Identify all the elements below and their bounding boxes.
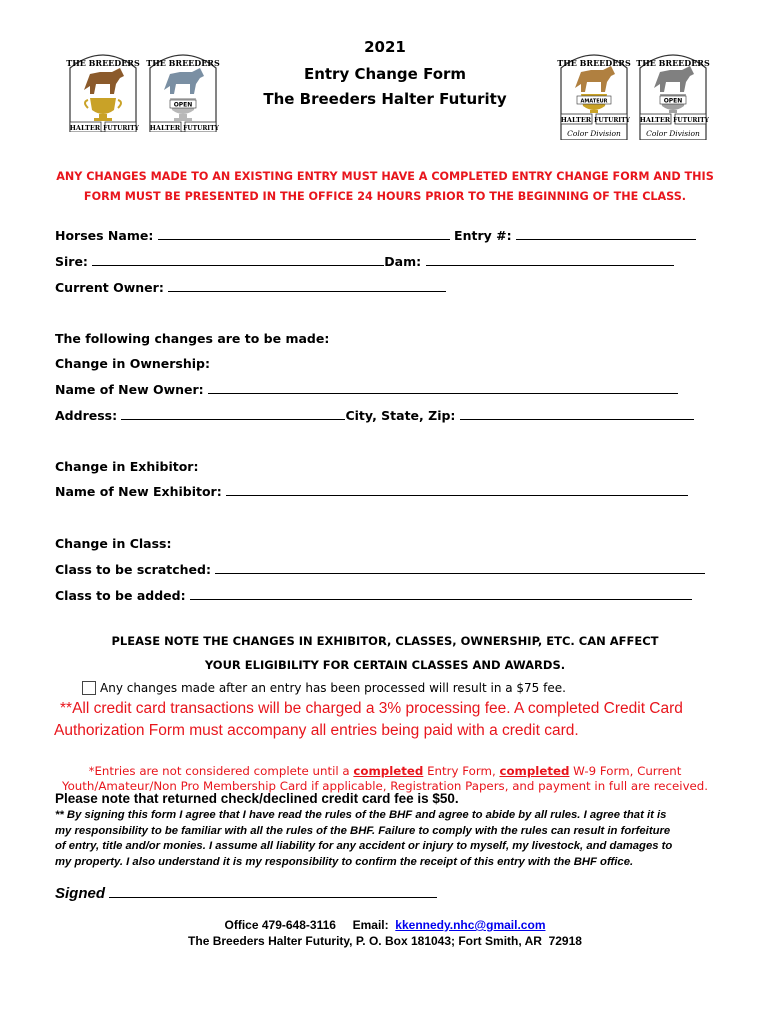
credit-card-line-1: **All credit card transactions will be charged a 3% processing fee. A completed Credit Card [60, 700, 683, 717]
logo-bottom-right: FUTURITY [594, 117, 630, 124]
class-added-label: Class to be added: [55, 588, 186, 603]
horses-name-label: Horses Name: [55, 228, 154, 243]
logo-sub-text: Color Division [567, 129, 621, 138]
class-scratched-label: Class to be scratched: [55, 562, 211, 577]
warning-line-2: FORM MUST BE PRESENTED IN THE OFFICE 24 HOURS PRIOR TO THE BEGINNING OF THE CLASS. [83, 190, 687, 203]
logo-top-text: THE BREEDERS [557, 58, 631, 68]
agreement-block [55, 808, 755, 870]
entry-number-label: Entry #: [454, 228, 512, 243]
following-changes-heading: The following changes are to be made: [55, 331, 330, 346]
footer-email-link[interactable]: kkennedy.nhc@gmail.com [395, 918, 546, 932]
change-ownership-heading: Change in Ownership: [55, 356, 211, 371]
agreement-line: my property. I also understand it is my responsibility to confirm the receipt of this entry with the BHF office. [55, 855, 634, 868]
incomplete-text-a: *Entries are not considered complete until a [88, 764, 354, 778]
current-owner-label: Current Owner: [55, 280, 164, 295]
logo-sub-text: Color Division [646, 129, 700, 138]
incomplete-line-2: Youth/Amateur/Non Pro Membership Card if applicable, Registration Papers, and payment in full are received. [61, 779, 709, 793]
new-exhibitor-input[interactable] [226, 485, 688, 496]
logo-bottom-right: FUTURITY [673, 117, 709, 124]
address-row [55, 408, 694, 423]
logo-bottom-left: HALTER [639, 116, 671, 124]
notice-line-1: PLEASE NOTE THE CHANGES IN EXHIBITOR, CLASSES, OWNERSHIP, ETC. CAN AFFECT [111, 634, 659, 648]
footer-address: The Breeders Halter Futurity, P. O. Box 181043; Fort Smith, AR 72918 [188, 934, 582, 948]
logo-top-text: THE BREEDERS [636, 58, 710, 68]
logo-bottom-left: HALTER [69, 124, 101, 132]
new-owner-label: Name of New Owner: [55, 382, 204, 397]
dam-label: Dam: [384, 254, 422, 269]
notice-line-2: YOUR ELIGIBILITY FOR CERTAIN CLASSES AND AWARDS. [204, 658, 566, 672]
city-state-zip-input[interactable] [460, 409, 694, 420]
new-exhibitor-label: Name of New Exhibitor: [55, 484, 222, 499]
fee-checkbox-label: Any changes made after an entry has been processed will result in a $75 fee. [100, 681, 566, 695]
current-owner-input[interactable] [168, 281, 446, 292]
agreement-line: of entry, title and/or monies. I assume all liability for any accident or injury to myself, my livestock, and damages to [55, 840, 673, 852]
incomplete-completed-2: completed [499, 764, 570, 778]
address-input[interactable] [121, 409, 345, 420]
change-class-heading: Change in Class: [55, 536, 172, 551]
logo-bottom-right: FUTURITY [103, 125, 139, 132]
signature-input[interactable] [109, 885, 437, 898]
warning-line-1: ANY CHANGES MADE TO AN EXISTING ENTRY MUST HAVE A COMPLETED ENTRY CHANGE FORM AND THIS [56, 170, 714, 183]
incomplete-completed-1: completed [353, 764, 424, 778]
dam-input[interactable] [426, 255, 674, 266]
incomplete-text-c: Entry Form, [423, 764, 500, 778]
logo-mid-text: OPEN [663, 97, 683, 105]
form-year: 2021 [364, 38, 406, 56]
class-added-input[interactable] [190, 589, 692, 600]
address-label: Address: [55, 408, 118, 423]
sire-input[interactable] [92, 255, 384, 266]
class-scratched-input[interactable] [215, 563, 705, 574]
logo-bottom-left: HALTER [149, 124, 181, 132]
new-owner-row [55, 382, 678, 397]
change-exhibitor-heading: Change in Exhibitor: [55, 459, 199, 474]
new-owner-input[interactable] [208, 383, 678, 394]
agreement-line: my responsibility to be familiar with all the rules of the BHF. Failure to comply with the rules can result in forfeiture [55, 824, 671, 837]
credit-card-line-2: Authorization Form must accompany all entries being paid with a credit card. [54, 722, 579, 739]
horses-name-row [55, 228, 696, 243]
city-state-zip-label: City, State, Zip: [345, 408, 456, 423]
sire-label: Sire: [55, 254, 88, 269]
sire-dam-row [55, 254, 674, 269]
logo-bottom-right: FUTURITY [183, 125, 219, 132]
new-exhibitor-row [55, 484, 688, 499]
logo-bottom-left: HALTER [560, 116, 592, 124]
incomplete-text-e: W-9 Form, Current [569, 764, 682, 778]
org-title: The Breeders Halter Futurity [263, 90, 507, 108]
horses-name-input[interactable] [158, 229, 450, 240]
fee-checkbox[interactable] [82, 681, 96, 695]
form-title: Entry Change Form [303, 65, 467, 83]
agreement-line: ** By signing this form I agree that I have read the rules of the BHF and agree to abide by all rules. I agree that it is [55, 809, 667, 821]
logo-mid-text: OPEN [173, 101, 193, 109]
footer-contact [0, 918, 770, 932]
class-scratched-row [55, 562, 705, 577]
class-added-row [55, 588, 692, 603]
current-owner-row [55, 280, 446, 295]
signed-row [55, 885, 437, 902]
logo-top-text: THE BREEDERS [146, 58, 220, 68]
logo-mid-text: AMATEUR [580, 98, 608, 105]
logo-top-text: THE BREEDERS [66, 58, 140, 68]
incomplete-line-1 [0, 764, 770, 778]
signed-label: Signed [55, 885, 106, 902]
footer-office: Office 479-648-3116 [224, 918, 336, 932]
returned-check-note: Please note that returned check/declined credit card fee is $50. [55, 791, 459, 806]
footer-email-label: Email: [352, 918, 389, 932]
entry-number-input[interactable] [516, 229, 696, 240]
